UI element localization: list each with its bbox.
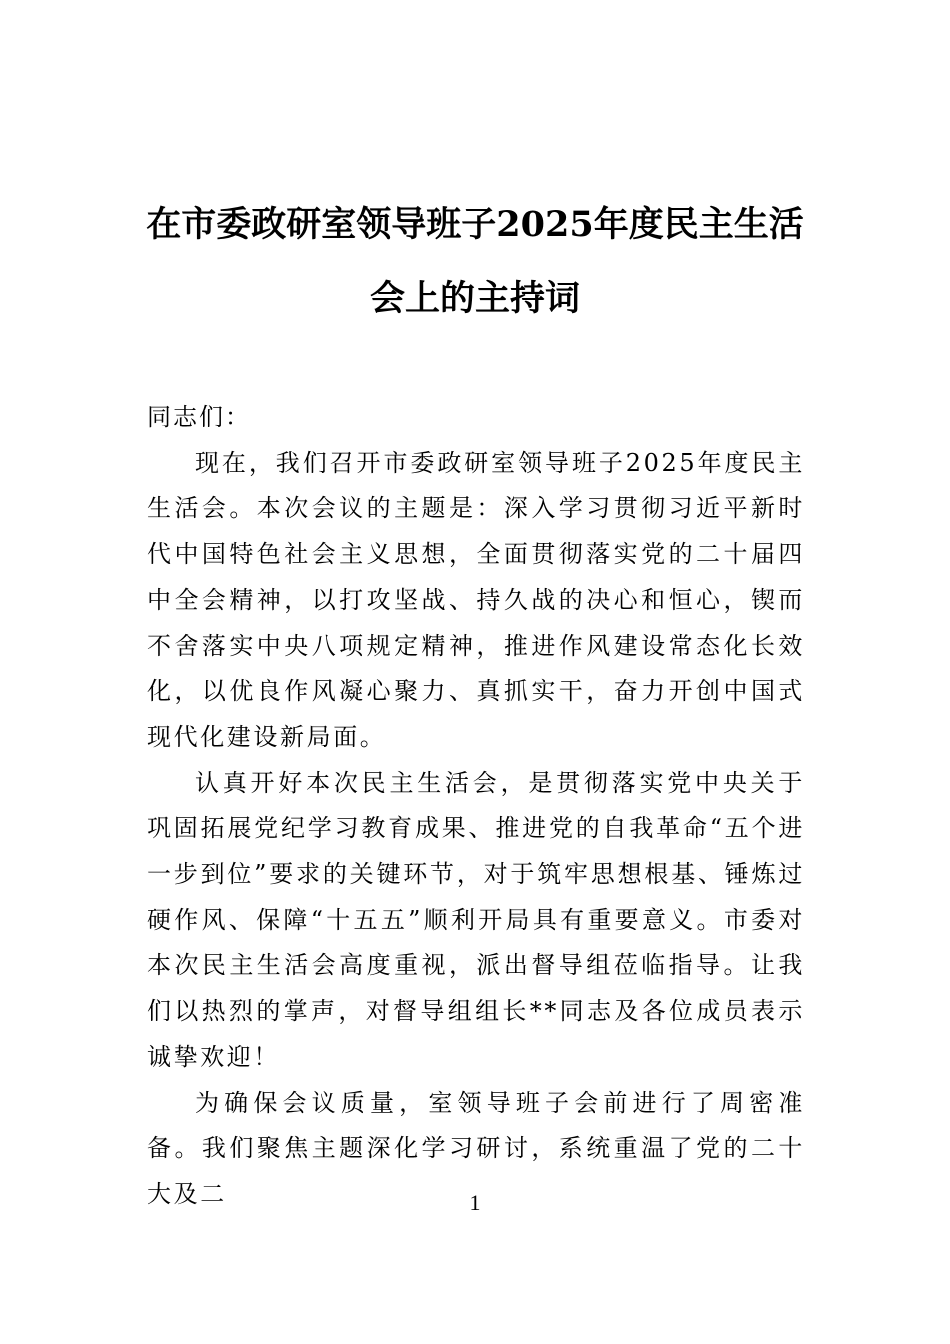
- paragraph-opening: 现在，我们召开市委政研室领导班子2025年度民主生活会。本次会议的主题是：深入学习贯彻习近平新时代中国特色社会主义思想，全面贯彻落实党的二十届四中全会精神，以打攻坚战、持久战的决心和恒心，锲而不舍落实中央八项规定精神，推进作风建设常态化长效化，以优良作风凝心聚力、真抓实干，奋力开创中国式现代化建设新局面。: [147, 448, 805, 751]
- paragraph-significance: 认真开好本次民主生活会，是贯彻落实党中央关于巩固拓展党纪学习教育成果、推进党的自我革命“五个进一步到位”要求的关键环节，对于筑牢思想根基、锤炼过硬作风、保障“十五五”顺利开局具有重要意义。市委对本次民主生活会高度重视，派出督导组莅临指导。让我们以热烈的掌声，对督导组组长**同志及各位成员表示诚挚欢迎！: [147, 768, 805, 1071]
- title-line-1: 在市委政研室领导班子2025年度民主生活: [146, 204, 804, 245]
- title-line-2: 会上的主持词: [369, 278, 580, 319]
- salutation: 同志们：: [147, 403, 251, 431]
- document-title: [140, 188, 810, 336]
- document-body: [147, 395, 805, 1218]
- paragraph-preparation: 为确保会议质量，室领导班子会前进行了周密准备。我们聚焦主题深化学习研讨，系统重温了党的二十大及二: [147, 1088, 805, 1208]
- page-number: 1: [469, 1190, 481, 1215]
